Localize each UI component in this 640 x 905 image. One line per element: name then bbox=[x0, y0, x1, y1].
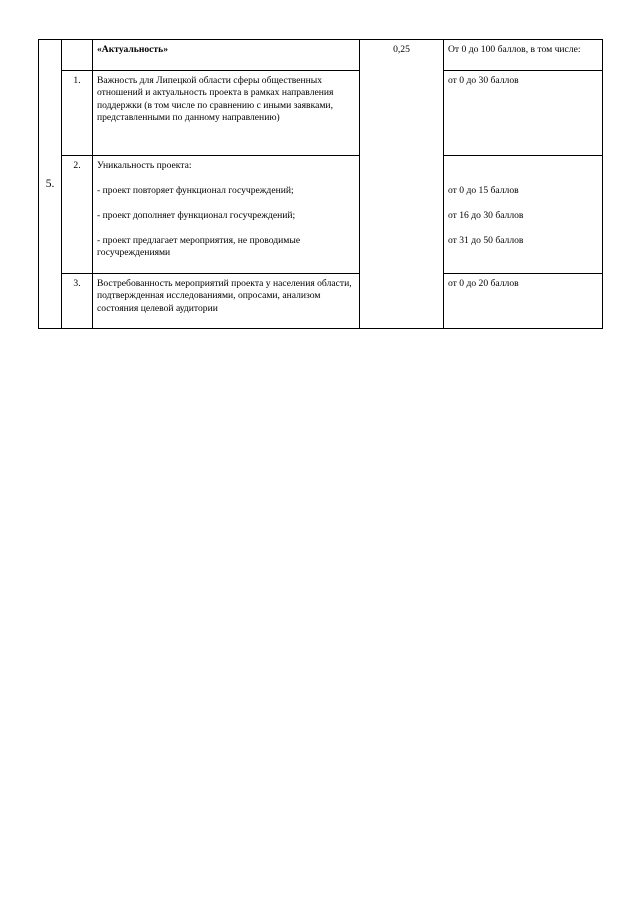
criterion-heading: Уникальность проекта: bbox=[97, 160, 192, 171]
table-row bbox=[39, 156, 603, 274]
row-number: 3. bbox=[62, 274, 93, 329]
criterion-score bbox=[444, 156, 603, 274]
row-number: 1. bbox=[62, 71, 93, 156]
table-row bbox=[39, 71, 603, 156]
option-score: от 31 до 50 баллов bbox=[448, 235, 524, 247]
row-number: 2. bbox=[62, 156, 93, 274]
option-score: от 0 до 15 баллов bbox=[448, 185, 519, 197]
criterion-text: Востребованность мероприятий проекта у населения области, подтвержденная исследованиями, опросами, анализом состояния целевой аудитории bbox=[93, 274, 360, 329]
section-score-range: От 0 до 100 баллов, в том числе: bbox=[444, 40, 603, 71]
criterion-text bbox=[93, 156, 360, 274]
criteria-table bbox=[38, 39, 603, 329]
criterion-text: Важность для Липецкой области сферы общественных отношений и актуальность проекта в рамках направления поддержки (в том числе по сравнению с иными заявками, представленными по данному направлению) bbox=[93, 71, 360, 156]
option-text: - проект дополняет функционал госучреждений; bbox=[97, 210, 296, 221]
option-text: - проект предлагает мероприятия, не проводимые госучреждениями bbox=[97, 235, 301, 259]
section-header-row bbox=[39, 40, 603, 71]
section-number: 5. bbox=[39, 40, 62, 329]
section-title: «Актуальность» bbox=[93, 40, 360, 71]
criterion-score: от 0 до 30 баллов bbox=[444, 71, 603, 156]
option-text: - проект повторяет функционал госучреждений; bbox=[97, 185, 294, 196]
empty-subnumber-cell bbox=[62, 40, 93, 71]
table-row bbox=[39, 274, 603, 329]
criterion-score: от 0 до 20 баллов bbox=[444, 274, 603, 329]
option-score: от 16 до 30 баллов bbox=[448, 210, 524, 222]
section-weight: 0,25 bbox=[360, 40, 444, 329]
